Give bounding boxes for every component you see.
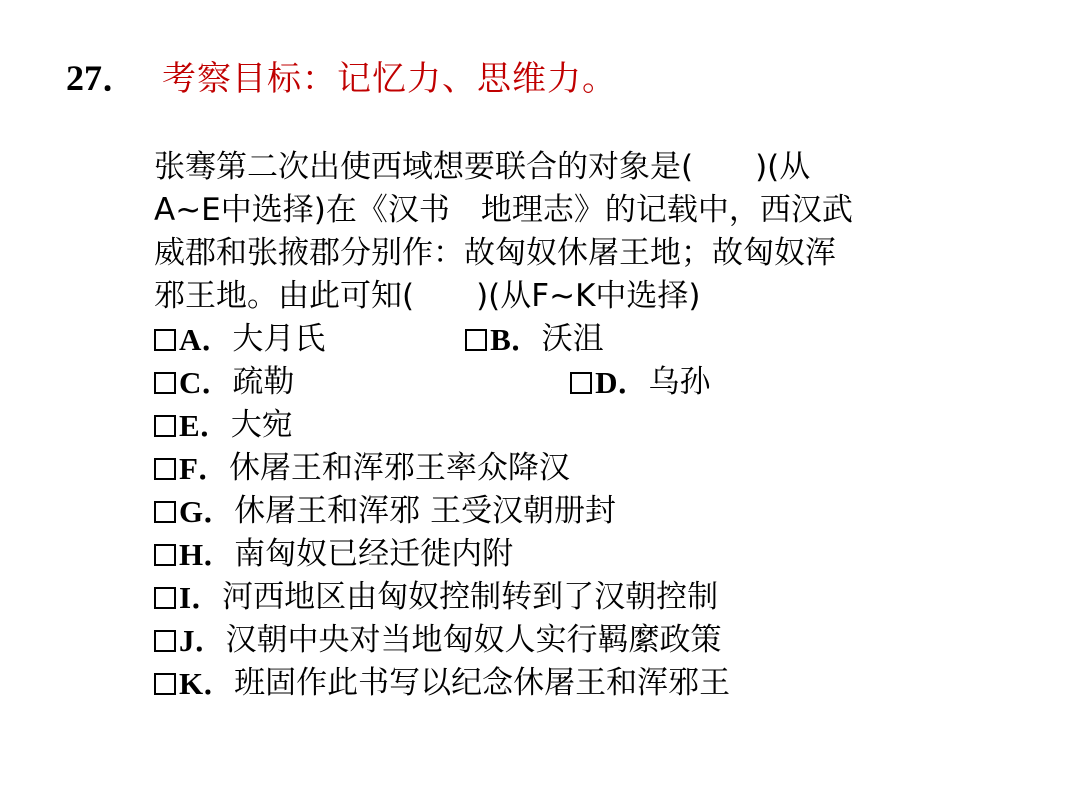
option-j[interactable] [154,619,722,662]
option-i[interactable] [154,576,718,619]
option-a[interactable] [154,318,325,361]
option-h-letter: H． [179,537,235,572]
stem-line-2: A~E中选择)在《汉书 地理志》的记载中，西汉武 [154,192,853,228]
option-f-letter: F． [179,451,229,486]
option-g-text: 休屠王和浑邪 王受汉朝册封 [234,493,616,529]
option-g-letter: G． [179,494,235,529]
options-row-h [154,533,1034,576]
checkbox-d[interactable] [570,372,592,394]
options-row-cd [154,361,1034,404]
option-g[interactable] [154,490,616,533]
option-e-text: 大宛 [230,407,293,443]
option-d-text: 乌孙 [648,364,711,400]
option-e[interactable] [154,404,293,447]
options-row-g [154,490,1034,533]
checkbox-a[interactable] [154,329,176,351]
option-d-letter: D． [595,365,649,400]
stem-line-4: 邪王地。由此可知( )(从F~K中选择) [154,278,701,314]
option-f[interactable] [154,447,570,490]
stem-line-1: 张骞第二次出使西域想要联合的对象是( )(从 [154,149,811,185]
options-row-j [154,619,1034,662]
question-goal: 考察目标：记忆力、思维力。 [162,58,618,99]
options-row-ab [154,318,1034,361]
option-b[interactable] [465,318,604,361]
option-j-letter: J． [179,623,226,658]
option-b-letter: B． [490,322,542,357]
options-row-k [154,662,1034,705]
option-d[interactable] [570,361,710,404]
checkbox-c[interactable] [154,372,176,394]
checkbox-h[interactable] [154,544,176,566]
checkbox-b[interactable] [465,329,487,351]
question-header [66,50,617,100]
options-row-f [154,447,1034,490]
option-k[interactable] [154,662,730,705]
checkbox-g[interactable] [154,501,176,523]
question-number: 27． [66,57,139,98]
option-a-text: 大月氏 [232,321,326,357]
option-k-letter: K． [179,666,235,701]
stem-line-3: 威郡和张掖郡分别作：故匈奴休屠王地；故匈奴浑 [154,235,836,271]
checkbox-k[interactable] [154,673,176,695]
option-c-text: 疏勒 [232,364,295,400]
question-body [154,146,1034,705]
options-row-i [154,576,1034,619]
option-e-letter: E． [179,408,231,443]
checkbox-j[interactable] [154,630,176,652]
checkbox-f[interactable] [154,458,176,480]
checkbox-i[interactable] [154,587,176,609]
option-h[interactable] [154,533,513,576]
option-c[interactable] [154,361,294,404]
option-i-text: 河西地区由匈奴控制转到了汉朝控制 [222,579,719,615]
checkbox-e[interactable] [154,415,176,437]
option-i-letter: I． [179,580,223,615]
option-k-text: 班固作此书写以纪念休屠王和浑邪王 [234,665,731,701]
option-f-text: 休屠王和浑邪王率众降汉 [228,450,570,486]
option-j-text: 汉朝中央对当地匈奴人实行羁縻政策 [225,622,722,658]
options-row-e [154,404,1034,447]
option-a-letter: A． [179,322,233,357]
option-c-letter: C． [179,365,233,400]
option-h-text: 南匈奴已经迁徙内附 [234,536,514,572]
option-b-text: 沃沮 [541,321,604,357]
